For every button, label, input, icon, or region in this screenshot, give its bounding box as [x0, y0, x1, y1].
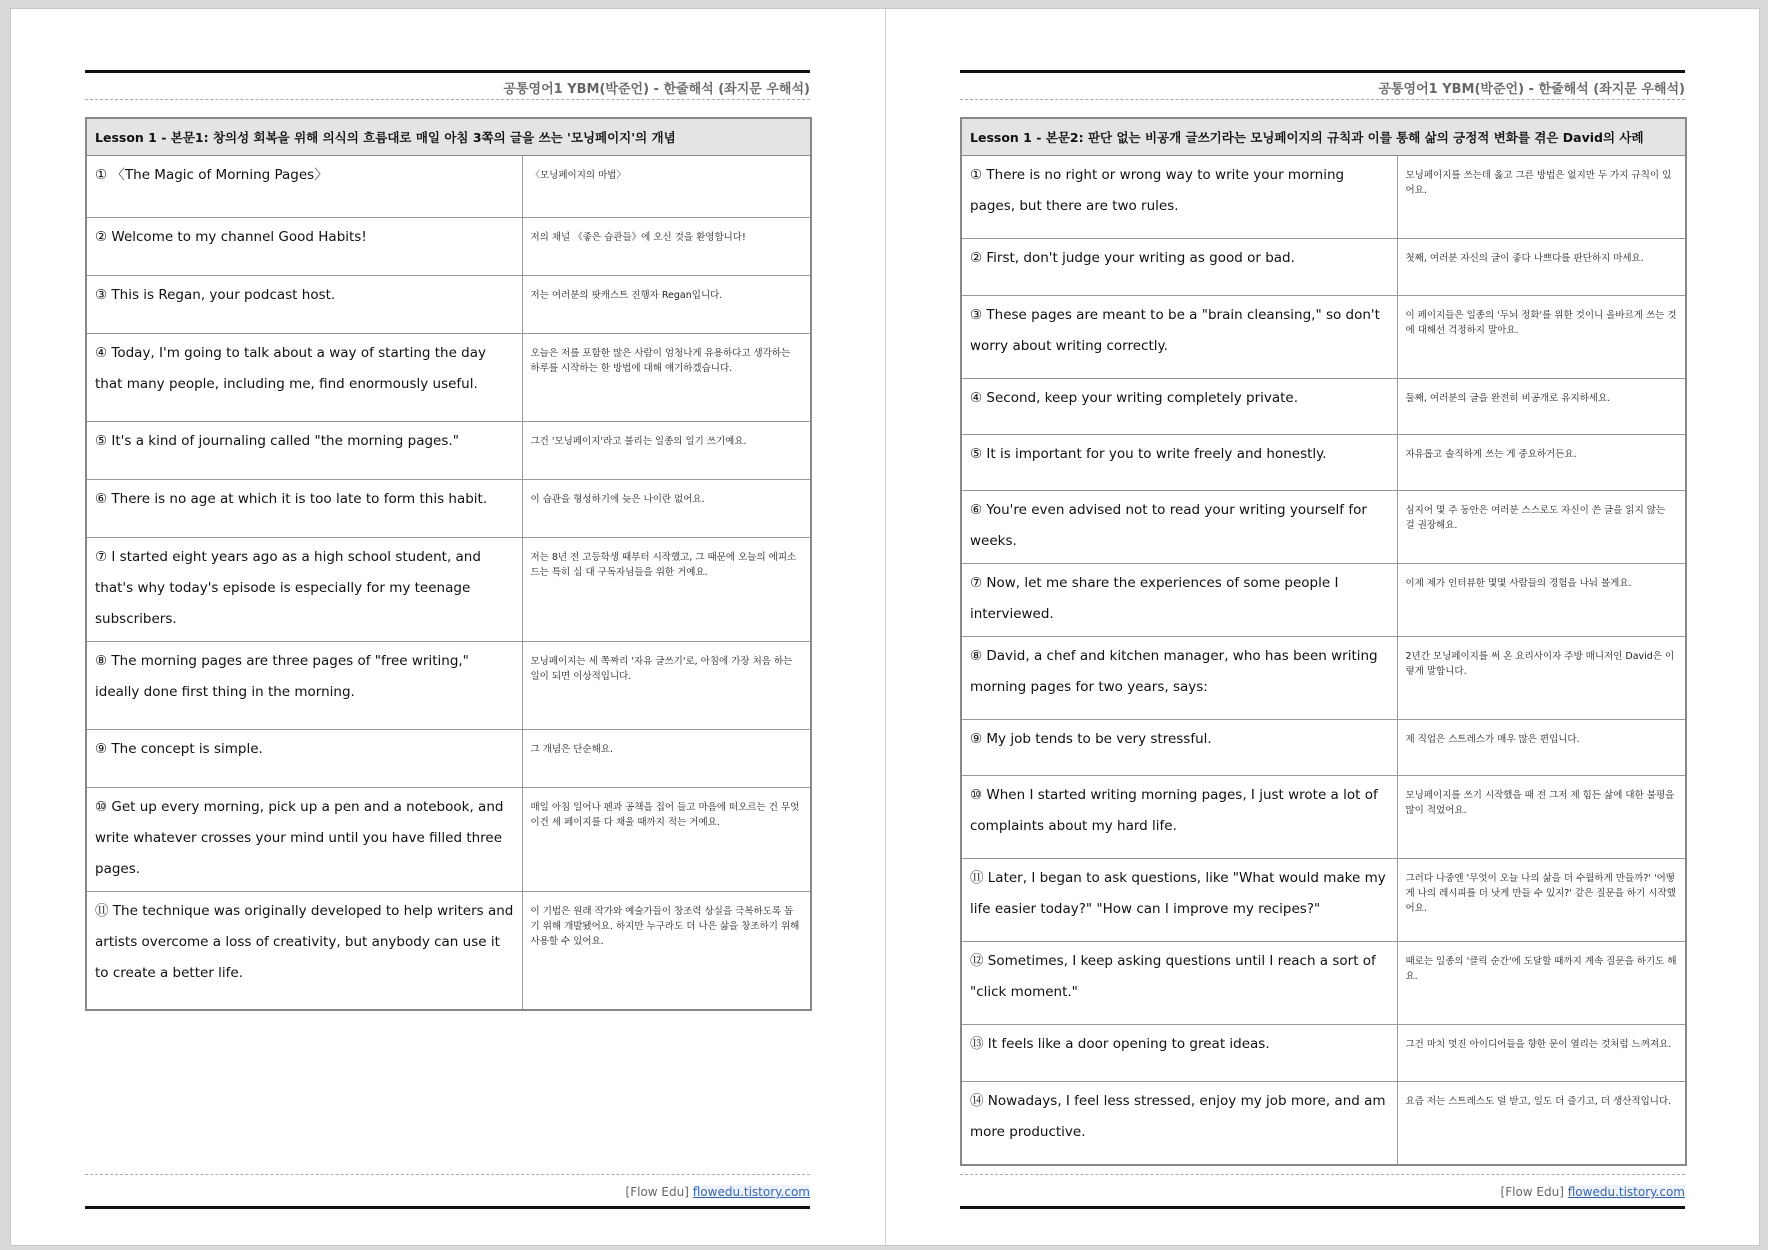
english-sentence: ④ Today, I'm going to talk about a way of starting the day that many people, including me, find enormously useful.	[86, 334, 522, 422]
korean-translation: 때로는 일종의 '클릭 순간'에 도달할 때까지 계속 질문을 하기도 해요.	[1397, 942, 1686, 1025]
document-spread	[10, 8, 1760, 1246]
lesson-title: Lesson 1 - 본문2: 판단 없는 비공개 글쓰기라는 모닝페이지의 규칙과 이를 통해 삶의 긍정적 변화를 겪은 David의 사례	[961, 118, 1686, 156]
table-body	[86, 156, 811, 1010]
korean-translation: 모닝페이지를 쓰는데 옳고 그른 방법은 없지만 두 가지 규칙이 있어요.	[1397, 156, 1686, 239]
table-row	[961, 942, 1686, 1025]
table-row	[86, 422, 811, 480]
footer-rule	[85, 1206, 810, 1209]
korean-translation: 저의 채널 《좋은 습관들》에 오신 것을 환영합니다!	[522, 218, 811, 276]
korean-translation: 〈모닝페이지의 마법〉	[522, 156, 811, 218]
korean-translation: 오늘은 저를 포함한 많은 사람이 엄청나게 유용하다고 생각하는 하루를 시작하는 한 방법에 대해 얘기하겠습니다.	[522, 334, 811, 422]
english-sentence: ③ These pages are meant to be a "brain cleansing," so don't worry about writing correctly.	[961, 296, 1397, 379]
table-row	[961, 156, 1686, 239]
header-dashed-rule	[960, 99, 1685, 100]
english-sentence: ⑥ You're even advised not to read your writing yourself for weeks.	[961, 491, 1397, 564]
korean-translation: 2년간 모닝페이지를 써 온 요리사이자 주방 매니저인 David은 이렇게 말합니다.	[1397, 637, 1686, 720]
korean-translation: 심지어 몇 주 동안은 여러분 스스로도 자신이 쓴 글을 읽지 않는 걸 권장해요.	[1397, 491, 1686, 564]
english-sentence: ⑥ There is no age at which it is too late to form this habit.	[86, 480, 522, 538]
header-rule	[85, 70, 810, 73]
korean-translation: 요즘 저는 스트레스도 덜 받고, 일도 더 즐기고, 더 생산적입니다.	[1397, 1082, 1686, 1165]
english-sentence: ⑦ I started eight years ago as a high school student, and that's why today's episode is especially for my teenage subscribers.	[86, 538, 522, 642]
english-sentence: ⑤ It's a kind of journaling called "the morning pages."	[86, 422, 522, 480]
english-sentence: ⑧ David, a chef and kitchen manager, who has been writing morning pages for two years, says:	[961, 637, 1397, 720]
english-sentence: ⑨ My job tends to be very stressful.	[961, 720, 1397, 776]
english-sentence: ⑪ Later, I began to ask questions, like "What would make my life easier today?" "How can I improve my recipes?"	[961, 859, 1397, 942]
page-left	[11, 9, 885, 1245]
footer-brand: [Flow Edu]	[1500, 1185, 1564, 1199]
footer-dashed-rule	[960, 1174, 1685, 1175]
korean-translation: 그러다 나중엔 '무엇이 오늘 나의 삶을 더 수월하게 만들까?' '어떻게 나의 레시피를 더 낫게 만들 수 있지?' 같은 질문을 하기 시작했어요.	[1397, 859, 1686, 942]
table-row	[961, 637, 1686, 720]
korean-translation: 둘째, 여러분의 글을 완전히 비공개로 유지하세요.	[1397, 379, 1686, 435]
page-header-text: 공통영어1 YBM(박준언) - 한줄해석 (좌지문 우해석)	[503, 82, 810, 97]
table-row	[961, 859, 1686, 942]
table-row	[961, 435, 1686, 491]
page-header-text: 공통영어1 YBM(박준언) - 한줄해석 (좌지문 우해석)	[1378, 82, 1685, 97]
table-row	[961, 491, 1686, 564]
english-sentence: ④ Second, keep your writing completely private.	[961, 379, 1397, 435]
table-row	[961, 776, 1686, 859]
korean-translation: 그건 마치 멋진 아이디어들을 향한 문이 열리는 것처럼 느껴져요.	[1397, 1025, 1686, 1082]
table-row	[86, 276, 811, 334]
korean-translation: 그건 '모닝페이지'라고 불리는 일종의 일기 쓰기예요.	[522, 422, 811, 480]
korean-translation: 첫째, 여러분 자신의 글이 좋다 나쁘다를 판단하지 마세요.	[1397, 239, 1686, 296]
table-row	[86, 642, 811, 730]
table-row	[961, 239, 1686, 296]
english-sentence: ⑧ The morning pages are three pages of "free writing," ideally done first thing in the morning.	[86, 642, 522, 730]
footer-brand: [Flow Edu]	[625, 1185, 689, 1199]
english-sentence: ⑦ Now, let me share the experiences of some people I interviewed.	[961, 564, 1397, 637]
translation-table	[85, 117, 812, 1011]
table-row	[961, 720, 1686, 776]
korean-translation: 저는 8년 전 고등학생 때부터 시작했고, 그 때문에 오늘의 에피소드는 특히 십 대 구독자님들을 위한 거예요.	[522, 538, 811, 642]
english-sentence: ② Welcome to my channel Good Habits!	[86, 218, 522, 276]
english-sentence: ⑩ Get up every morning, pick up a pen and a notebook, and write whatever crosses your mind until you have filled three pages.	[86, 788, 522, 892]
korean-translation: 이 기법은 원래 작가와 예술가들이 창조력 상실을 극복하도록 돕기 위해 개발됐어요. 하지만 누구라도 더 나은 삶을 창조하기 위해 사용할 수 있어요.	[522, 892, 811, 1010]
page-footer	[626, 1185, 810, 1199]
page-right	[886, 9, 1760, 1245]
footer-link[interactable]: flowedu.tistory.com	[692, 1185, 810, 1199]
table-row	[86, 334, 811, 422]
english-sentence: ② First, don't judge your writing as good or bad.	[961, 239, 1397, 296]
korean-translation: 이 습관을 형성하기에 늦은 나이란 없어요.	[522, 480, 811, 538]
footer-link[interactable]: flowedu.tistory.com	[1567, 1185, 1685, 1199]
english-sentence: ⑫ Sometimes, I keep asking questions until I reach a sort of "click moment."	[961, 942, 1397, 1025]
table-row	[961, 1082, 1686, 1165]
header-dashed-rule	[85, 99, 810, 100]
english-sentence: ⑬ It feels like a door opening to great ideas.	[961, 1025, 1397, 1082]
english-sentence: ③ This is Regan, your podcast host.	[86, 276, 522, 334]
table-row	[86, 156, 811, 218]
english-sentence: ① There is no right or wrong way to write your morning pages, but there are two rules.	[961, 156, 1397, 239]
korean-translation: 제 직업은 스트레스가 매우 많은 편입니다.	[1397, 720, 1686, 776]
page-footer	[1501, 1185, 1685, 1199]
english-sentence: ⑭ Nowadays, I feel less stressed, enjoy my job more, and am more productive.	[961, 1082, 1397, 1165]
english-sentence: ⑪ The technique was originally developed to help writers and artists overcome a loss of creativity, but anybody can use it to create a better life.	[86, 892, 522, 1010]
footer-rule	[960, 1206, 1685, 1209]
header-rule	[960, 70, 1685, 73]
table-row	[86, 892, 811, 1010]
korean-translation: 매일 아침 일어나 펜과 공책을 집어 들고 마음에 떠오르는 건 무엇이건 세 페이지를 다 채울 때까지 적는 거예요.	[522, 788, 811, 892]
table-row	[961, 379, 1686, 435]
table-row	[86, 730, 811, 788]
korean-translation: 이 페이지들은 일종의 '두뇌 정화'를 위한 것이니 올바르게 쓰는 것에 대해선 걱정하지 말아요.	[1397, 296, 1686, 379]
korean-translation: 이제 제가 인터뷰한 몇몇 사람들의 경험을 나눠 볼게요.	[1397, 564, 1686, 637]
table-row	[86, 538, 811, 642]
korean-translation: 모닝페이지를 쓰기 시작했을 때 전 그저 제 힘든 삶에 대한 불평을 많이 적었어요.	[1397, 776, 1686, 859]
korean-translation: 모닝페이지는 세 쪽짜리 '자유 글쓰기'로, 아침에 가장 처음 하는 일이 되면 이상적입니다.	[522, 642, 811, 730]
korean-translation: 자유롭고 솔직하게 쓰는 게 중요하거든요.	[1397, 435, 1686, 491]
table-body	[961, 156, 1686, 1165]
table-row	[961, 564, 1686, 637]
english-sentence: ⑨ The concept is simple.	[86, 730, 522, 788]
table-row	[86, 480, 811, 538]
english-sentence: ① 〈The Magic of Morning Pages〉	[86, 156, 522, 218]
korean-translation: 그 개념은 단순해요.	[522, 730, 811, 788]
translation-table	[960, 117, 1687, 1166]
english-sentence: ⑩ When I started writing morning pages, I just wrote a lot of complaints about my hard life.	[961, 776, 1397, 859]
lesson-title: Lesson 1 - 본문1: 창의성 회복을 위해 의식의 흐름대로 매일 아침 3쪽의 글을 쓰는 '모닝페이지'의 개념	[86, 118, 811, 156]
footer-dashed-rule	[85, 1174, 810, 1175]
table-row	[86, 218, 811, 276]
korean-translation: 저는 여러분의 팟캐스트 진행자 Regan입니다.	[522, 276, 811, 334]
english-sentence: ⑤ It is important for you to write freely and honestly.	[961, 435, 1397, 491]
table-row	[86, 788, 811, 892]
table-row	[961, 1025, 1686, 1082]
table-row	[961, 296, 1686, 379]
